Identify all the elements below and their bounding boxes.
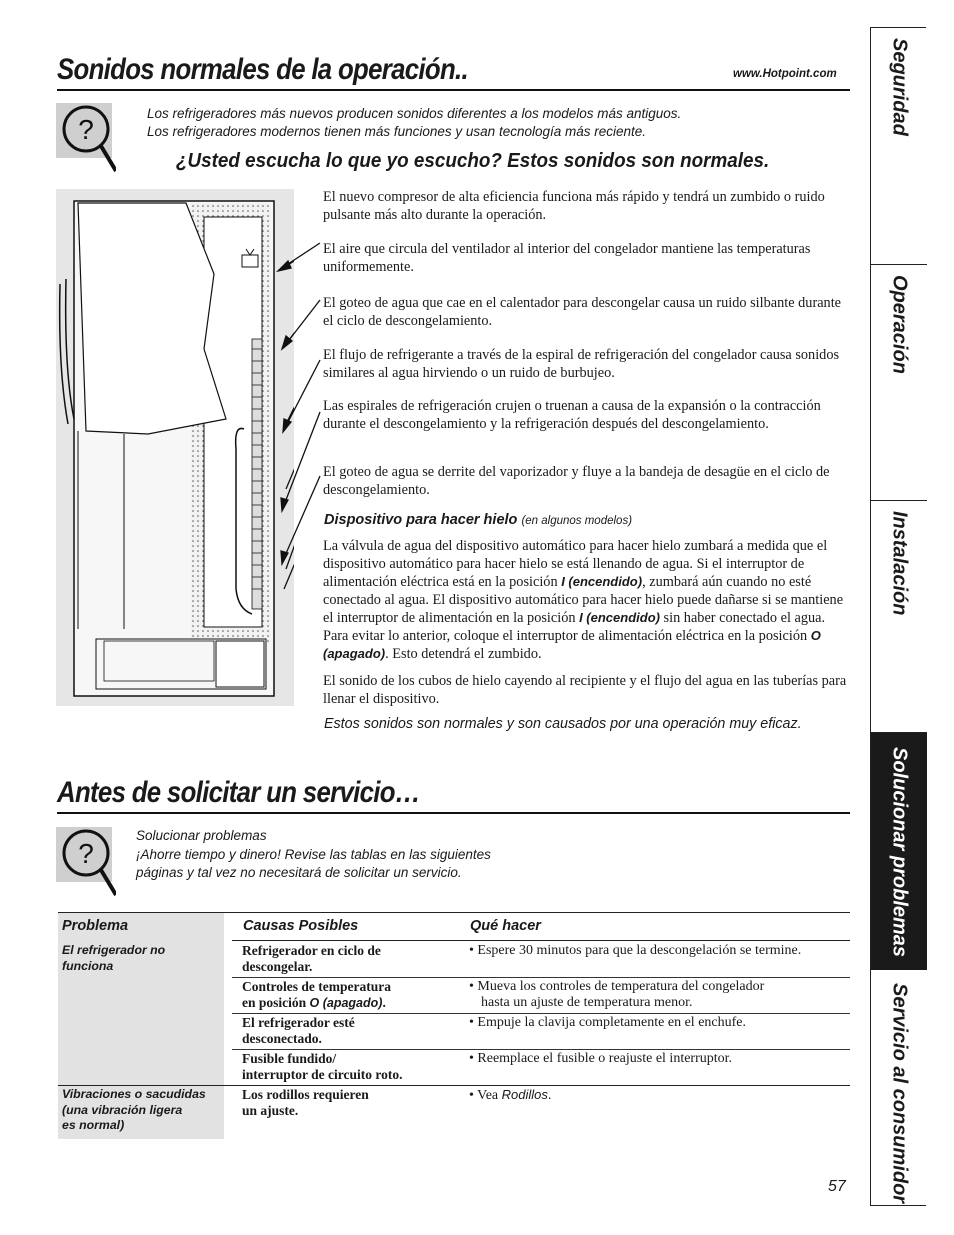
icemaker-off-label: O (apagado) xyxy=(323,628,821,661)
svg-text:?: ? xyxy=(78,114,94,145)
tab-label: Seguridad xyxy=(888,38,911,136)
tab-seguridad[interactable] xyxy=(871,28,927,264)
tab-operacion[interactable] xyxy=(871,264,927,501)
tab-servicio-consumidor[interactable] xyxy=(871,969,927,1205)
website-url[interactable]: www.Hotpoint.com xyxy=(733,68,837,80)
problem-1-line-1: El refrigerador no xyxy=(62,943,166,957)
cause-3-line-2: desconectado. xyxy=(242,1031,322,1046)
problem-not-working xyxy=(62,943,165,974)
icemaker-heading xyxy=(324,512,632,528)
header-todo: Qué hacer xyxy=(470,918,541,934)
row-rule xyxy=(232,1049,850,1050)
sound-water-drain: El goteo de agua se derrite del vaporizador y fluye a la bandeja de desagüe en el ciclo de descongelamiento. xyxy=(323,464,830,498)
icemaker-cubes-sound: El sonido de los cubos de hielo cayendo al recipiente y el flujo del agua en las tuberías para llenar el dispositivo. xyxy=(323,673,847,707)
tab-label: Instalación xyxy=(888,511,911,616)
table-top-rule xyxy=(58,912,850,913)
problem-2-line-3: es normal) xyxy=(62,1118,125,1132)
svg-text:?: ? xyxy=(78,838,94,869)
refrigerator-diagram xyxy=(56,189,294,706)
sound-defrost-heater: El goteo de agua que cae en el calentador para descongelar causa un ruido silbante durante el ciclo de descongelamiento. xyxy=(323,295,842,329)
icemaker-paragraph xyxy=(323,537,853,663)
cause-4-line-1: Fusible fundido/ xyxy=(242,1051,337,1066)
cause-2-text: en posición xyxy=(242,995,307,1010)
service-intro-3: páginas y tal vez no necesitará de solicitar un servicio. xyxy=(136,865,462,880)
todo-5-period: . xyxy=(547,1088,552,1103)
todo-2 xyxy=(469,979,764,1011)
sound-arrows xyxy=(270,230,325,570)
intro-line-1: Los refrigeradores más nuevos producen sonidos diferentes a los modelos más antiguos. xyxy=(147,106,682,121)
table-row xyxy=(242,1087,369,1119)
cause-2-line-1: Controles de temperatura xyxy=(242,979,391,994)
cause-3-line-1: El refrigerador esté xyxy=(242,1015,355,1030)
icemaker-heading-note: (en algunos modelos) xyxy=(521,515,633,527)
icemaker-text-d: . Esto detendrá el zumbido. xyxy=(385,646,542,662)
row-rule xyxy=(232,977,850,978)
icemaker-text-a: La válvula de agua del dispositivo automático para hacer hielo zumbará a medida que el dispositivo automático para hacer hielo se está llenando de agua. Si el interruptor de alimentación eléctrica está en la posición xyxy=(323,538,828,590)
icemaker-heading-text: Dispositivo para hacer hielo xyxy=(324,512,518,528)
problem-vibrations xyxy=(62,1087,206,1134)
section-tabs xyxy=(870,27,926,1206)
sound-compressor: El nuevo compresor de alta eficiencia funciona más rápido y tendrá un zumbido o ruido pulsante más alto durante la operación. xyxy=(323,189,825,223)
subheading: ¿Usted escucha lo que yo escucho? Estos sonidos son normales. xyxy=(176,149,770,172)
problem-1-line-2: funciona xyxy=(62,958,114,973)
icemaker-on-label-2: I (encendido) xyxy=(579,610,660,625)
service-rule xyxy=(57,812,850,814)
table-row xyxy=(242,1015,355,1047)
sound-refrigerant-flow: El flujo de refrigerante a través de la espiral de refrigeración del congelador causa sonidos similares al agua hirviendo o un ruido de burbujeo. xyxy=(323,347,840,381)
icemaker-text-b: , zumbará aún cuando no esté conectado al agua. El dispositivo automático para hacer hielo puede dañarse si se mantiene el interruptor de alimentación en la posición xyxy=(323,574,844,626)
todo-5 xyxy=(469,1087,551,1104)
cause-1-line-2: descongelar. xyxy=(242,959,313,974)
table-header-rule xyxy=(232,940,850,941)
closing-statement: Estos sonidos son normales y son causados por una operación muy eficaz. xyxy=(324,716,802,732)
table-row xyxy=(242,979,391,1011)
cause-5-line-2: un ajuste. xyxy=(242,1103,299,1118)
service-intro-1: Solucionar problemas xyxy=(136,828,267,843)
question-icon xyxy=(56,103,116,193)
todo-3: • Empuje la clavija completamente en el enchufe. xyxy=(469,1015,746,1030)
cause-1-line-1: Refrigerador en ciclo de xyxy=(242,943,381,958)
page-title: Sonidos normales de la operación.. xyxy=(57,53,469,86)
page-number: 57 xyxy=(828,1178,846,1195)
intro-line-2: Los refrigeradores modernos tienen más funciones y usan tecnología más reciente. xyxy=(147,124,647,139)
table-group-rule xyxy=(58,1085,850,1086)
tab-solucionar-problemas[interactable] xyxy=(871,732,927,970)
table-row xyxy=(242,1051,402,1083)
header-causes: Causas Posibles xyxy=(243,918,359,934)
table-row xyxy=(242,943,381,975)
cause-4-line-2: interruptor de circuito roto. xyxy=(242,1067,403,1082)
todo-2-line-1: • Mueva los controles de temperatura del congelador xyxy=(469,979,765,994)
todo-5-text: • Vea xyxy=(469,1088,499,1103)
tab-label: Solucionar problemas xyxy=(888,747,911,958)
icemaker-text-c: sin haber conectado el agua. Para evitar lo anterior, coloque el interruptor de alimentación eléctrica en la posición xyxy=(323,610,826,644)
service-intro-2: ¡Ahorre tiempo y dinero! Revise las tablas en las siguientes xyxy=(136,847,491,862)
cause-2-off-label: O (apagado) xyxy=(309,996,383,1010)
sound-fan: El aire que circula del ventilador al interior del congelador mantiene las temperaturas uniformemente. xyxy=(323,241,811,275)
tab-label: Servicio al consumidor xyxy=(888,983,911,1204)
todo-5-link: Rodillos xyxy=(501,1087,548,1102)
todo-4: • Reemplace el fusible o reajuste el interruptor. xyxy=(469,1051,733,1066)
cause-2-line-2 xyxy=(242,995,391,1011)
title-rule xyxy=(57,89,850,91)
icemaker-on-label: I (encendido) xyxy=(561,574,643,589)
cause-2-period: . xyxy=(382,995,386,1010)
row-rule xyxy=(232,1013,850,1014)
todo-1: • Espere 30 minutos para que la descongelación se termine. xyxy=(469,943,802,958)
problem-2-line-2: (una vibración ligera xyxy=(62,1102,183,1117)
sound-coil-crackle: Las espirales de refrigeración crujen o truenan a causa de la expansión o la contracción durante el descongelamiento y la refrigeración después del descongelamiento. xyxy=(323,398,821,432)
tab-instalacion[interactable] xyxy=(871,500,927,733)
question-icon-2 xyxy=(56,827,116,917)
tab-label: Operación xyxy=(888,275,911,374)
service-title: Antes de solicitar un servicio… xyxy=(57,776,420,809)
problem-2-line-1: Vibraciones o sacudidas xyxy=(62,1087,206,1101)
todo-2-line-2: hasta un ajuste de temperatura menor. xyxy=(481,995,693,1010)
header-problem: Problema xyxy=(62,918,129,934)
cause-5-line-1: Los rodillos requieren xyxy=(242,1087,369,1102)
